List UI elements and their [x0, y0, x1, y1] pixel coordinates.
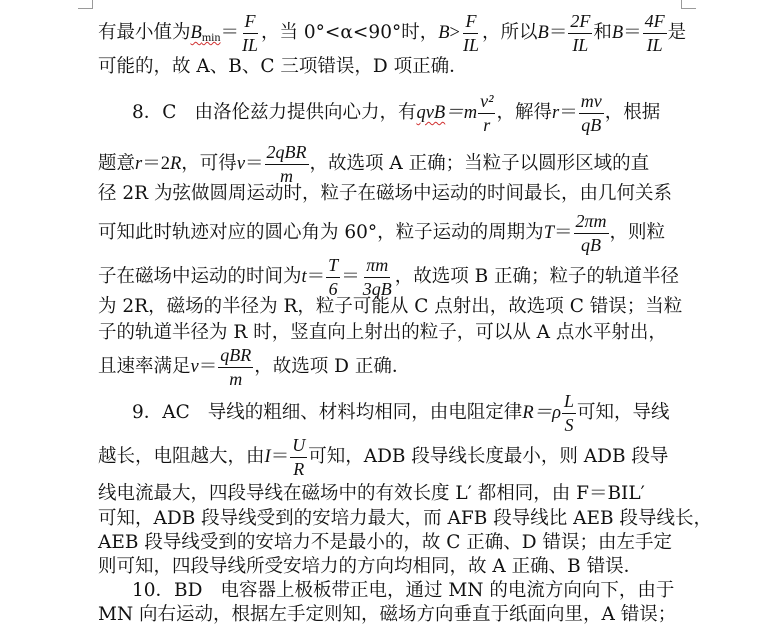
- q9-number: 9．AC: [132, 402, 190, 424]
- page-corner-mark-left: [78, 0, 93, 9]
- q10-number: 10．BD: [132, 580, 203, 601]
- q9-line-5: AEB 段导线受到的安培力不是最小的，故 C 正确、D 错误；由左手定: [98, 532, 672, 553]
- q9-line-3: 线电流最大，四段导线在磁场中的有效长度 L′ 都相同，由 F＝BIL′: [98, 483, 645, 504]
- q8-line-3: 径 2R 为弦做圆周运动时，粒子在磁场中运动的时间最长，由几何关系: [98, 183, 672, 204]
- q8-line-8: 且速率满足 v ＝ $\frac{\text{qBR}}{m}$ ，故选项 D 正确．: [98, 345, 411, 389]
- page-corner-mark-right: [681, 0, 696, 9]
- top-line-2: 可能的，故 A、B、C 三项错误，D 项正确．: [98, 56, 468, 77]
- q8-line-4: 可知此时轨迹对应的圆心角为 60°，粒子运动的周期为 T ＝ $\frac{2\pi m}{qB}$ ，则粒: [98, 211, 666, 255]
- q8-line-5: 子在磁场中运动的时间为 t ＝ $\frac{T}{6}$ ＝ $\frac{\pi m}{3qB}$ ，故选项 B 正确；粒子的轨道半径: [98, 255, 680, 299]
- q9-line-4: 可知，ADB 段导线受到的安培力最大，而 AFB 段导线比 AEB 段导线长，: [98, 508, 712, 529]
- q9-line-2: 越长，电阻越大，由 I ＝ $\frac{U}{R}$ 可知，ADB 段导线长度最小，则 ADB 段导: [98, 435, 669, 479]
- fraction-f-over-il: $\frac{F}{IL}$: [242, 11, 259, 55]
- q8-line-6: 为 2R，磁场的半径为 R，粒子可能从 C 点射出，故选项 C 错误；当粒: [98, 296, 683, 317]
- q9-line-1: 9．AC 导线的粗细、材料均相同，由电阻定律 R ＝ρ $\frac{L}{S}$ 可知，导线: [132, 391, 670, 435]
- top-line-1: 有最小值为 $B_{min}$ ＝ $\frac{F}{IL}$ ，当 0°<α<90°时， B > $\frac{F}{IL}$ ，所以 B ＝ $\frac{2F}{IL}$ 和 B ＝ $\frac{4F}{IL}$ 是: [98, 11, 687, 55]
- q10-line-1: 10．BD 电容器上极板带正电，通过 MN 的电流方向向下，由于: [132, 580, 675, 601]
- q8-number: 8．C: [132, 102, 177, 124]
- q9-line-6: 则可知，四段导线所受安培力的方向均相同，故 A 正确、B 错误．: [98, 556, 643, 577]
- q8-line-2: 题意 r ＝2 R ，可得 v ＝ $\frac{\text{2qBR}}{m}$ ，故选项 A 正确；当粒子以圆形区域的直: [98, 142, 650, 186]
- q8-line-7: 子的轨道半径为 R 时，竖直向上射出的粒子，可以从 A 点水平射出，: [98, 322, 667, 343]
- q8-line-1: 8．C 由洛伦兹力提供向心力，有 qvB ＝m $\frac{\text{v²}}{r}$ ，解得 r ＝ $\frac{mv}{qB}$ ，根据: [132, 91, 661, 135]
- q10-line-2: MN 向右运动，根据左手定则知，磁场方向垂直于纸面向里，A 错误；: [98, 604, 677, 625]
